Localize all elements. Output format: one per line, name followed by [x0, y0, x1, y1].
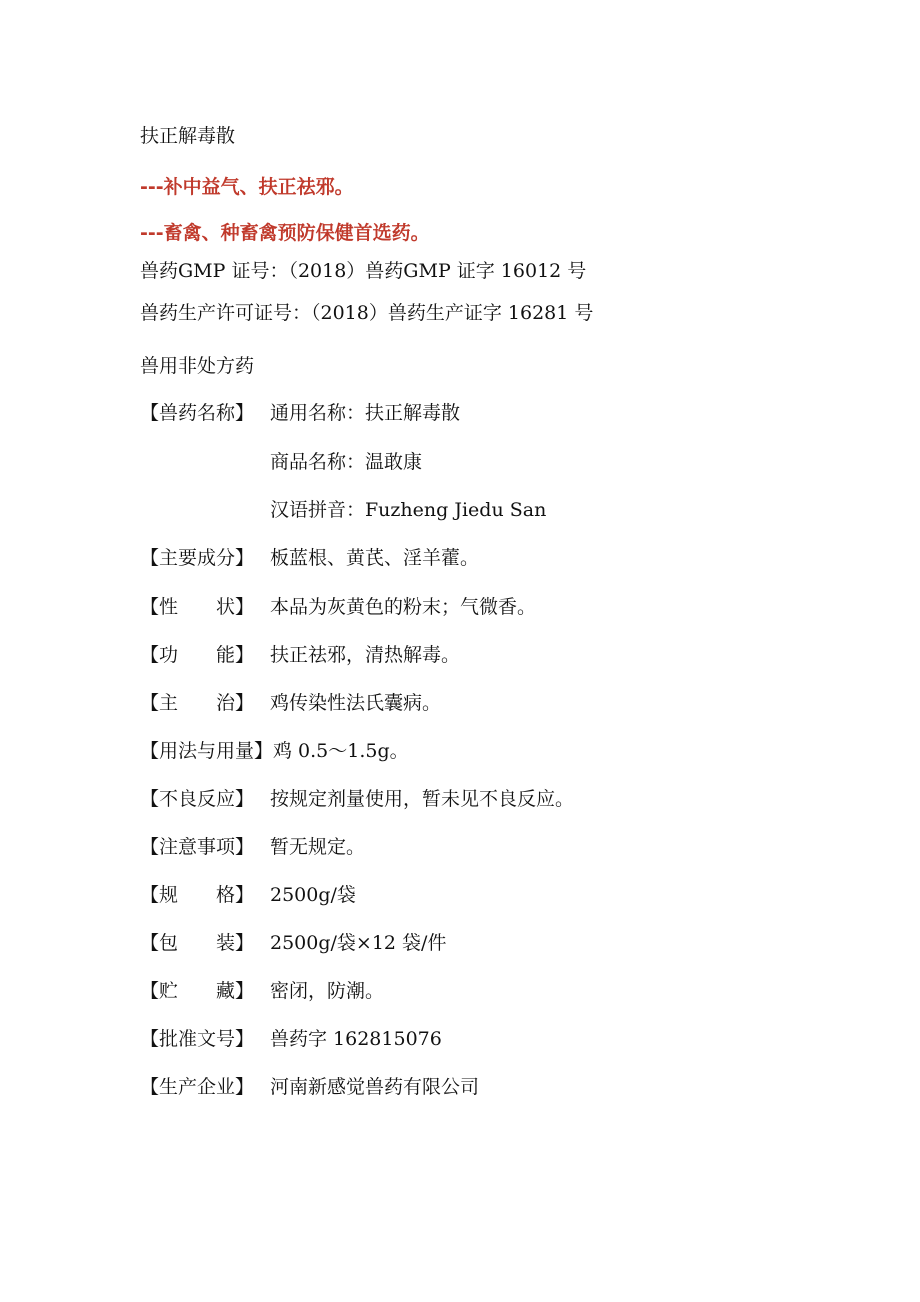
- field-value: 扶正祛邪，清热解毒。: [270, 644, 461, 666]
- field-value: 板蓝根、黄芪、淫羊藿。: [270, 547, 480, 569]
- field-value: 密闭，防潮。: [270, 980, 385, 1002]
- field-function: [140, 642, 460, 668]
- field-manufacturer: [140, 1074, 479, 1100]
- field-value: 本品为灰黄色的粉末；气微香。: [270, 596, 537, 618]
- field-value: 暂无规定。: [270, 836, 366, 858]
- field-precautions: [140, 834, 365, 860]
- field-indication: [140, 690, 441, 716]
- field-value: 2500g/袋: [270, 884, 356, 906]
- field-storage: [140, 978, 384, 1004]
- field-label: 【生产企业】: [140, 1076, 255, 1098]
- field-adverse-reactions: [140, 786, 574, 812]
- field-value: 河南新感觉兽药有限公司: [270, 1076, 480, 1098]
- field-value-generic-name: 通用名称：扶正解毒散: [270, 402, 461, 424]
- field-approval-number: [140, 1026, 442, 1052]
- product-title: 扶正解毒散: [140, 125, 236, 147]
- field-value: 2500g/袋×12 袋/件: [270, 932, 447, 954]
- slogan-2: ---畜禽、种畜禽预防保健首选药。: [140, 222, 430, 244]
- field-label: 【注意事项】: [140, 836, 255, 858]
- field-packaging: [140, 930, 446, 956]
- field-dosage: [140, 738, 409, 764]
- field-label: 【主 治】: [140, 692, 255, 714]
- production-license: 兽药生产许可证号：（2018）兽药生产证字 16281 号: [140, 302, 594, 324]
- field-label: 【用法与用量】: [140, 740, 274, 762]
- field-ingredients: [140, 545, 479, 571]
- field-label: 【规 格】: [140, 884, 255, 906]
- field-specification: [140, 882, 356, 908]
- field-label: 【性 状】: [140, 596, 255, 618]
- field-value: 按规定剂量使用，暂未见不良反应。: [270, 788, 575, 810]
- field-appearance: [140, 594, 536, 620]
- field-value-trade-name: 商品名称：温敢康: [270, 451, 423, 473]
- field-label: 【不良反应】: [140, 788, 255, 810]
- field-value: 鸡传染性法氏囊病。: [270, 692, 442, 714]
- field-label: 【包 装】: [140, 932, 255, 954]
- slogan-1: ---补中益气、扶正祛邪。: [140, 176, 354, 198]
- field-value: 鸡 0.5～1.5g。: [273, 740, 409, 762]
- field-value-pinyin: 汉语拼音：Fuzheng Jiedu San: [270, 499, 547, 521]
- field-value: 兽药字 162815076: [270, 1028, 442, 1050]
- field-name: [140, 400, 460, 426]
- otc-category: 兽用非处方药: [140, 355, 255, 377]
- field-label: 【功 能】: [140, 644, 255, 666]
- field-label: 【主要成分】: [140, 547, 255, 569]
- field-label: 【贮 藏】: [140, 980, 255, 1002]
- gmp-certificate: 兽药GMP 证号：（2018）兽药GMP 证字 16012 号: [140, 260, 587, 282]
- field-label: 【兽药名称】: [140, 402, 255, 424]
- field-label: 【批准文号】: [140, 1028, 255, 1050]
